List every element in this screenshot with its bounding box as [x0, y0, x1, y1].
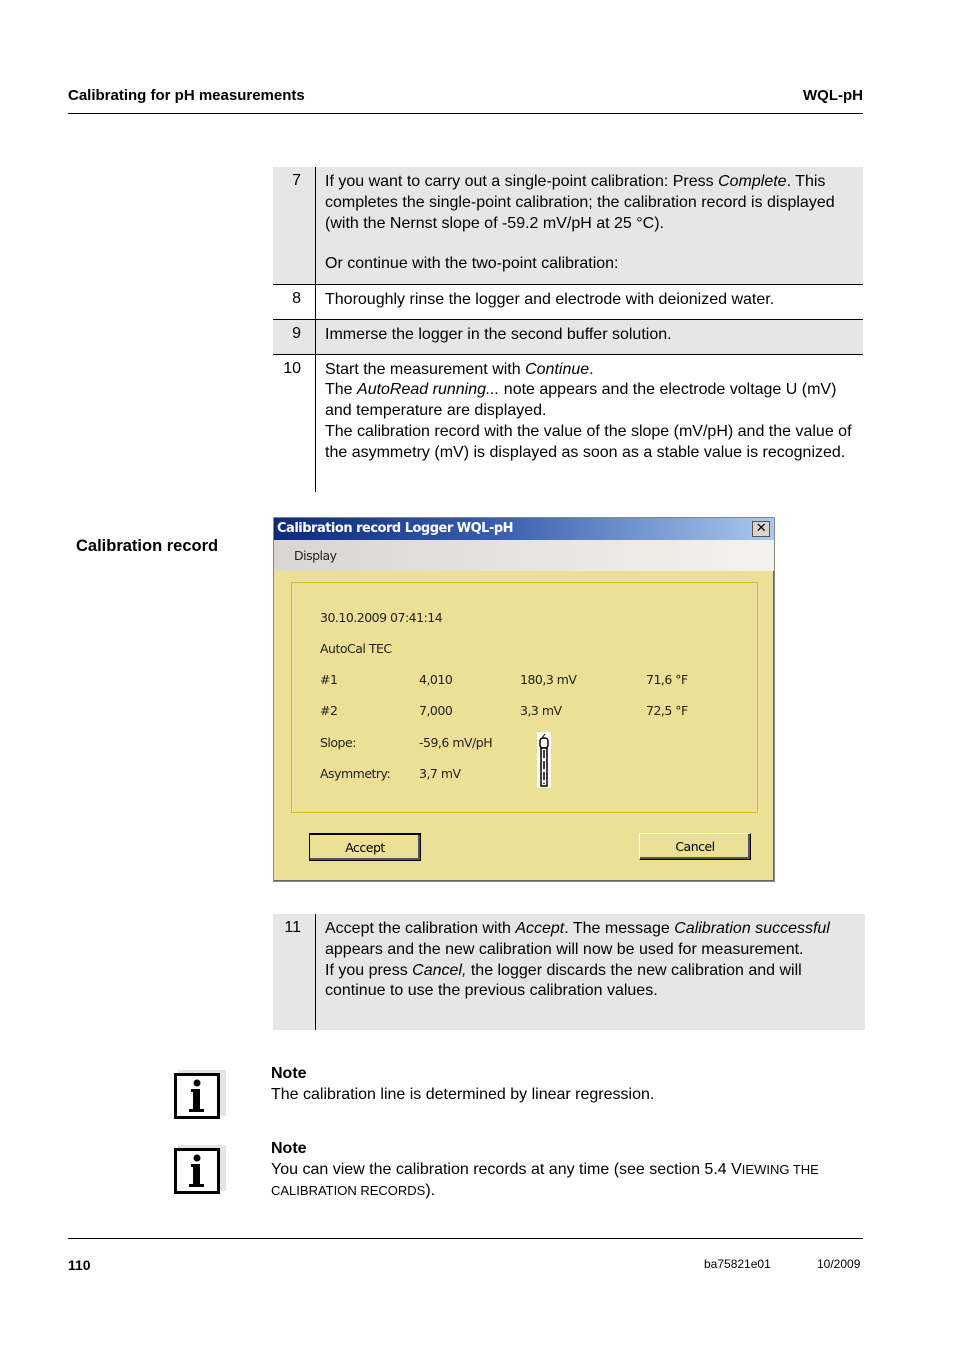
close-icon[interactable]: ✕: [752, 521, 770, 537]
record-method: AutoCal TEC: [320, 641, 392, 656]
running-header-title: Calibrating for pH measurements: [68, 87, 305, 104]
text-segment: Start the measurement with: [325, 360, 526, 378]
text-segment: Or continue with the two-point calibration:: [325, 255, 619, 273]
steps-table: [273, 167, 863, 492]
text-segment: the logger discards the new calibration and will continue to use the previous calibration values.: [325, 961, 802, 1000]
text-segment: Thoroughly rinse the logger and electrode with deionized water.: [325, 291, 775, 308]
text-segment: . This completes the single-point calibration; the calibration record is displayed (with the Nernst slope of -59.2 mV/pH at 25 °C).: [325, 173, 835, 232]
cancel-button[interactable]: Cancel: [639, 833, 751, 860]
record-panel: [291, 582, 758, 813]
accept-button[interactable]: Accept: [309, 833, 421, 861]
step-text: [316, 355, 863, 492]
ui-term: Continue: [525, 360, 590, 378]
text-segment: Accept the calibration with: [325, 920, 516, 937]
running-header-product: WQL-pH: [803, 87, 863, 104]
menu-display[interactable]: Display: [294, 548, 337, 563]
note-text: The calibration line is determined by linear regression.: [271, 1086, 655, 1103]
step-row: [273, 914, 865, 1030]
info-icon: [174, 1145, 220, 1191]
document-date: 10/2009: [817, 1257, 861, 1271]
header-rule: [68, 113, 863, 114]
section-ref-initial[interactable]: V: [731, 1161, 742, 1178]
step-text: [316, 285, 782, 319]
note-text-pre: You can view the calibration records at any time (see section 5.4: [271, 1161, 732, 1178]
step-text: [316, 167, 863, 284]
row1-ph: 4,010: [419, 672, 453, 687]
ui-term: Complete: [718, 173, 787, 190]
ui-term: Accept: [515, 920, 565, 937]
note-title: Note: [271, 1065, 307, 1082]
step-row: [273, 320, 863, 355]
slope-value: -59,6 mV/pH: [419, 735, 493, 750]
step-row: [273, 355, 863, 492]
section-ref-link[interactable]: IEWING THE CALIBRATION RECORDS: [271, 1162, 819, 1198]
text-segment: The: [325, 381, 358, 399]
note-1: [271, 1063, 654, 1105]
note-text: [271, 1159, 861, 1201]
electrode-icon: [537, 732, 551, 788]
ui-term: Calibration successful: [674, 920, 830, 937]
ui-term: AutoRead running...: [357, 381, 500, 399]
step-row: [273, 285, 863, 320]
row2-mv: 3,3 mV: [520, 703, 562, 718]
slope-label: Slope:: [320, 735, 356, 750]
note-text-post: ).: [425, 1182, 436, 1199]
text-segment: appears and the new calibration will now be used for measurement.: [325, 940, 804, 958]
text-segment: . The message: [564, 920, 675, 937]
dialog-title: Calibration record Logger WQL-pH: [277, 521, 514, 536]
steps-table-continued: [273, 914, 865, 1030]
step-number: 9: [273, 320, 316, 354]
text-segment: Immerse the logger in the second buffer solution.: [325, 325, 672, 343]
step-number: 10: [273, 355, 316, 492]
asymmetry-label: Asymmetry:: [320, 766, 391, 781]
note-title: Note: [271, 1140, 307, 1157]
step-number: 7: [273, 167, 316, 284]
text-segment: If you press: [325, 961, 413, 979]
step-text: [316, 320, 680, 354]
step-row: [273, 167, 863, 285]
note-2: [271, 1138, 861, 1201]
row1-mv: 180,3 mV: [520, 672, 577, 687]
step-number: 8: [273, 285, 316, 319]
row2-temp: 72,5 °F: [646, 703, 688, 718]
text-segment: note appears and the electrode voltage U (mV) and temperature are displayed.: [325, 381, 837, 420]
text-segment: If you want to carry out a single-point calibration: Press: [325, 173, 719, 190]
asymmetry-value: 3,7 mV: [419, 766, 461, 781]
calibration-record-dialog: [273, 517, 775, 882]
row2-ph: 7,000: [419, 703, 453, 718]
text-segment: The calibration record with the value of the slope (mV/pH) and the value of the asymmetry (mV) is displayed as soon as a stable value is recognized.: [325, 422, 852, 461]
menu-bar: [274, 540, 774, 571]
ui-term: Cancel,: [412, 961, 467, 979]
info-icon: [174, 1070, 220, 1116]
document-id: ba75821e01: [704, 1257, 771, 1271]
dialog-titlebar: [274, 518, 774, 540]
row1-label: #1: [320, 672, 338, 687]
step-number: 11: [273, 914, 316, 1030]
section-label: Calibration record: [76, 537, 219, 555]
row2-label: #2: [320, 703, 338, 718]
text-segment: .: [589, 360, 594, 378]
page-number: 110: [68, 1257, 91, 1273]
record-datetime: 30.10.2009 07:41:14: [320, 610, 443, 625]
step-text: [316, 914, 865, 1030]
footer-rule: [68, 1238, 863, 1239]
row1-temp: 71,6 °F: [646, 672, 688, 687]
